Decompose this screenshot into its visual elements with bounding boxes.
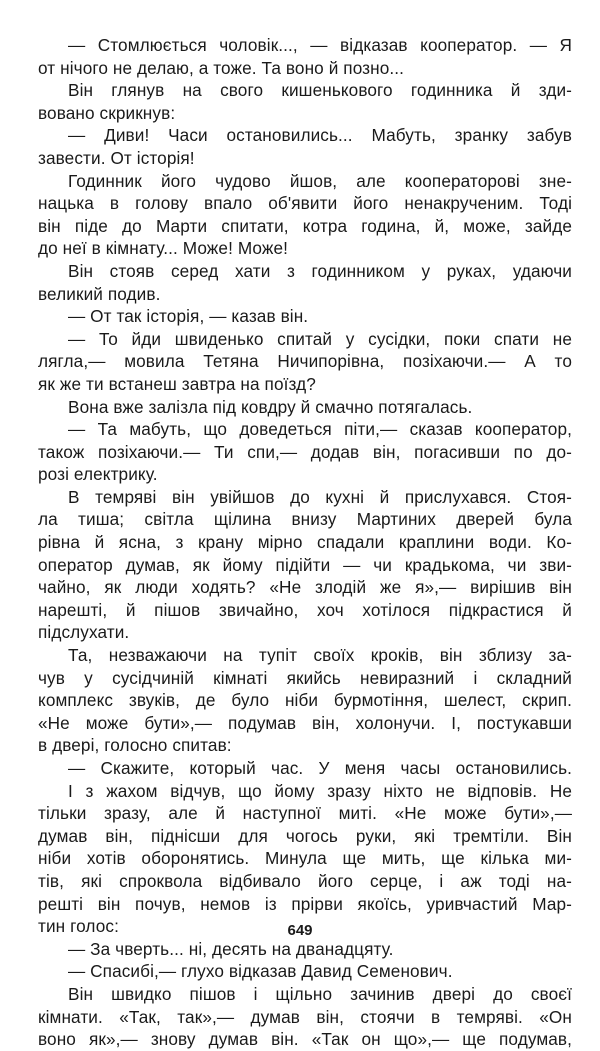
text-line: нацька в голову впало об'явити його ненакрученим. Тоді [38,193,572,214]
text-line: він піде до Марти спитати, котра година, й, може, зайде [38,215,572,236]
text-line: ніби хотів оборонятись. Минула ще мить, ще кілька ми- [38,848,572,869]
text-line: Вона вже залізла під ковдру й смачно потягалась. [68,396,473,417]
text-line: Він стояв серед хати з годинником у руках, удаючи [68,260,572,281]
text-line: — Скажите, который час. У меня часы остановились. [68,758,572,778]
text-line: великий подив. [38,283,161,304]
page-text-block [38,34,572,1051]
text-line: Він глянув на свого кишенькового годинника й зди- [68,80,572,101]
text-line: розі електрику. [38,464,158,485]
text-line: комплекс звуків, де було ніби бурмотіння, шелест, скрип. [38,690,572,711]
text-line: чайно, як люди ходять? «Не злодій же я»,— вирішив він [38,577,572,598]
text-line: рівна й ясна, з крану мірно спадали краплини води. Ко- [38,532,572,553]
text-line: тів, які спроквола відбивало його серце, і аж тоді на- [38,870,572,891]
text-line: Годинник його чудово йшов, але кооператорові зне- [68,170,572,191]
text-line: тільки зразу, але й наступної миті. «Не може бути»,— [38,803,572,824]
text-line: чув у сусідчиній кімнаті якийсь невиразний і складний [38,667,572,688]
text-line: — Спасибі,— глухо відказав Давид Семенович. [68,961,453,982]
text-line: кімнати. «Так, так»,— думав він, стоячи в темряві. «Он [38,1006,572,1027]
text-line: Та, незважаючи на тупіт своїх кроків, він зблизу за- [68,645,572,666]
text-line: Він швидко пішов і щільно зачинив двері до своєї [68,983,572,1004]
text-line: до неї в кімнату... Може! Може! [38,238,289,259]
text-line: лягла,— мовила Тетяна Ничипорівна, позіхаючи.— А то [38,351,572,372]
text-line: — Та мабуть, що доведеться піти,— сказав кооператор, [68,419,572,440]
text-line: вовано скрикнув: [38,102,176,123]
text-line: решті він почув, немов із прірви якоїсь, уривчастий Мар- [38,893,572,914]
text-line: — Стомлюється чоловік..., — відказав кооператор. — Я [68,35,572,55]
text-line: думав він, піднісши для чогось руки, які тремтіли. Він [38,825,572,846]
text-line: — От так історія, — казав він. [68,306,309,327]
text-line: нарешті, й пішов звичайно, хоч хотілося підкрастися й [38,599,572,620]
text-line: тин голос: [38,916,119,937]
text-line: воно як»,— знову думав він. «Так он що»,— ще подумав, [38,1029,572,1050]
text-line: «Не може бути»,— подумав він, холонучи. І, постукавши [38,712,572,733]
text-line: оператор думав, як йому підійти — чи крадькома, чи зви- [38,554,572,575]
text-line: в двері, голосно спитав: [38,735,232,756]
text-line: В темряві він увійшов до кухні й прислухався. Стоя- [68,486,572,507]
text-line: — За чверть... ні, десять на дванадцяту. [68,938,394,959]
text-line: — То йди швиденько спитай у сусідки, поки спати не [68,328,572,349]
text-line: також позіхаючи.— Ти спи,— додав він, погасивши по до- [38,441,572,462]
text-line: як же ти встанеш завтра на поїзд? [38,373,316,394]
text-line: І з жахом відчув, що йому зразу ніхто не відповів. Не [68,780,572,801]
text-line: от нічого не делаю, а тоже. Та воно й позно... [38,57,405,78]
page-number: 649 [287,922,313,939]
text-line: — Диви! Часи остановились... Мабуть, зранку забув [68,125,572,146]
text-line: підслухати. [38,622,130,643]
text-line: ла тиша; світла щілина внизу Мартиних дверей була [38,509,572,530]
text-line: завести. От історія! [38,147,195,168]
